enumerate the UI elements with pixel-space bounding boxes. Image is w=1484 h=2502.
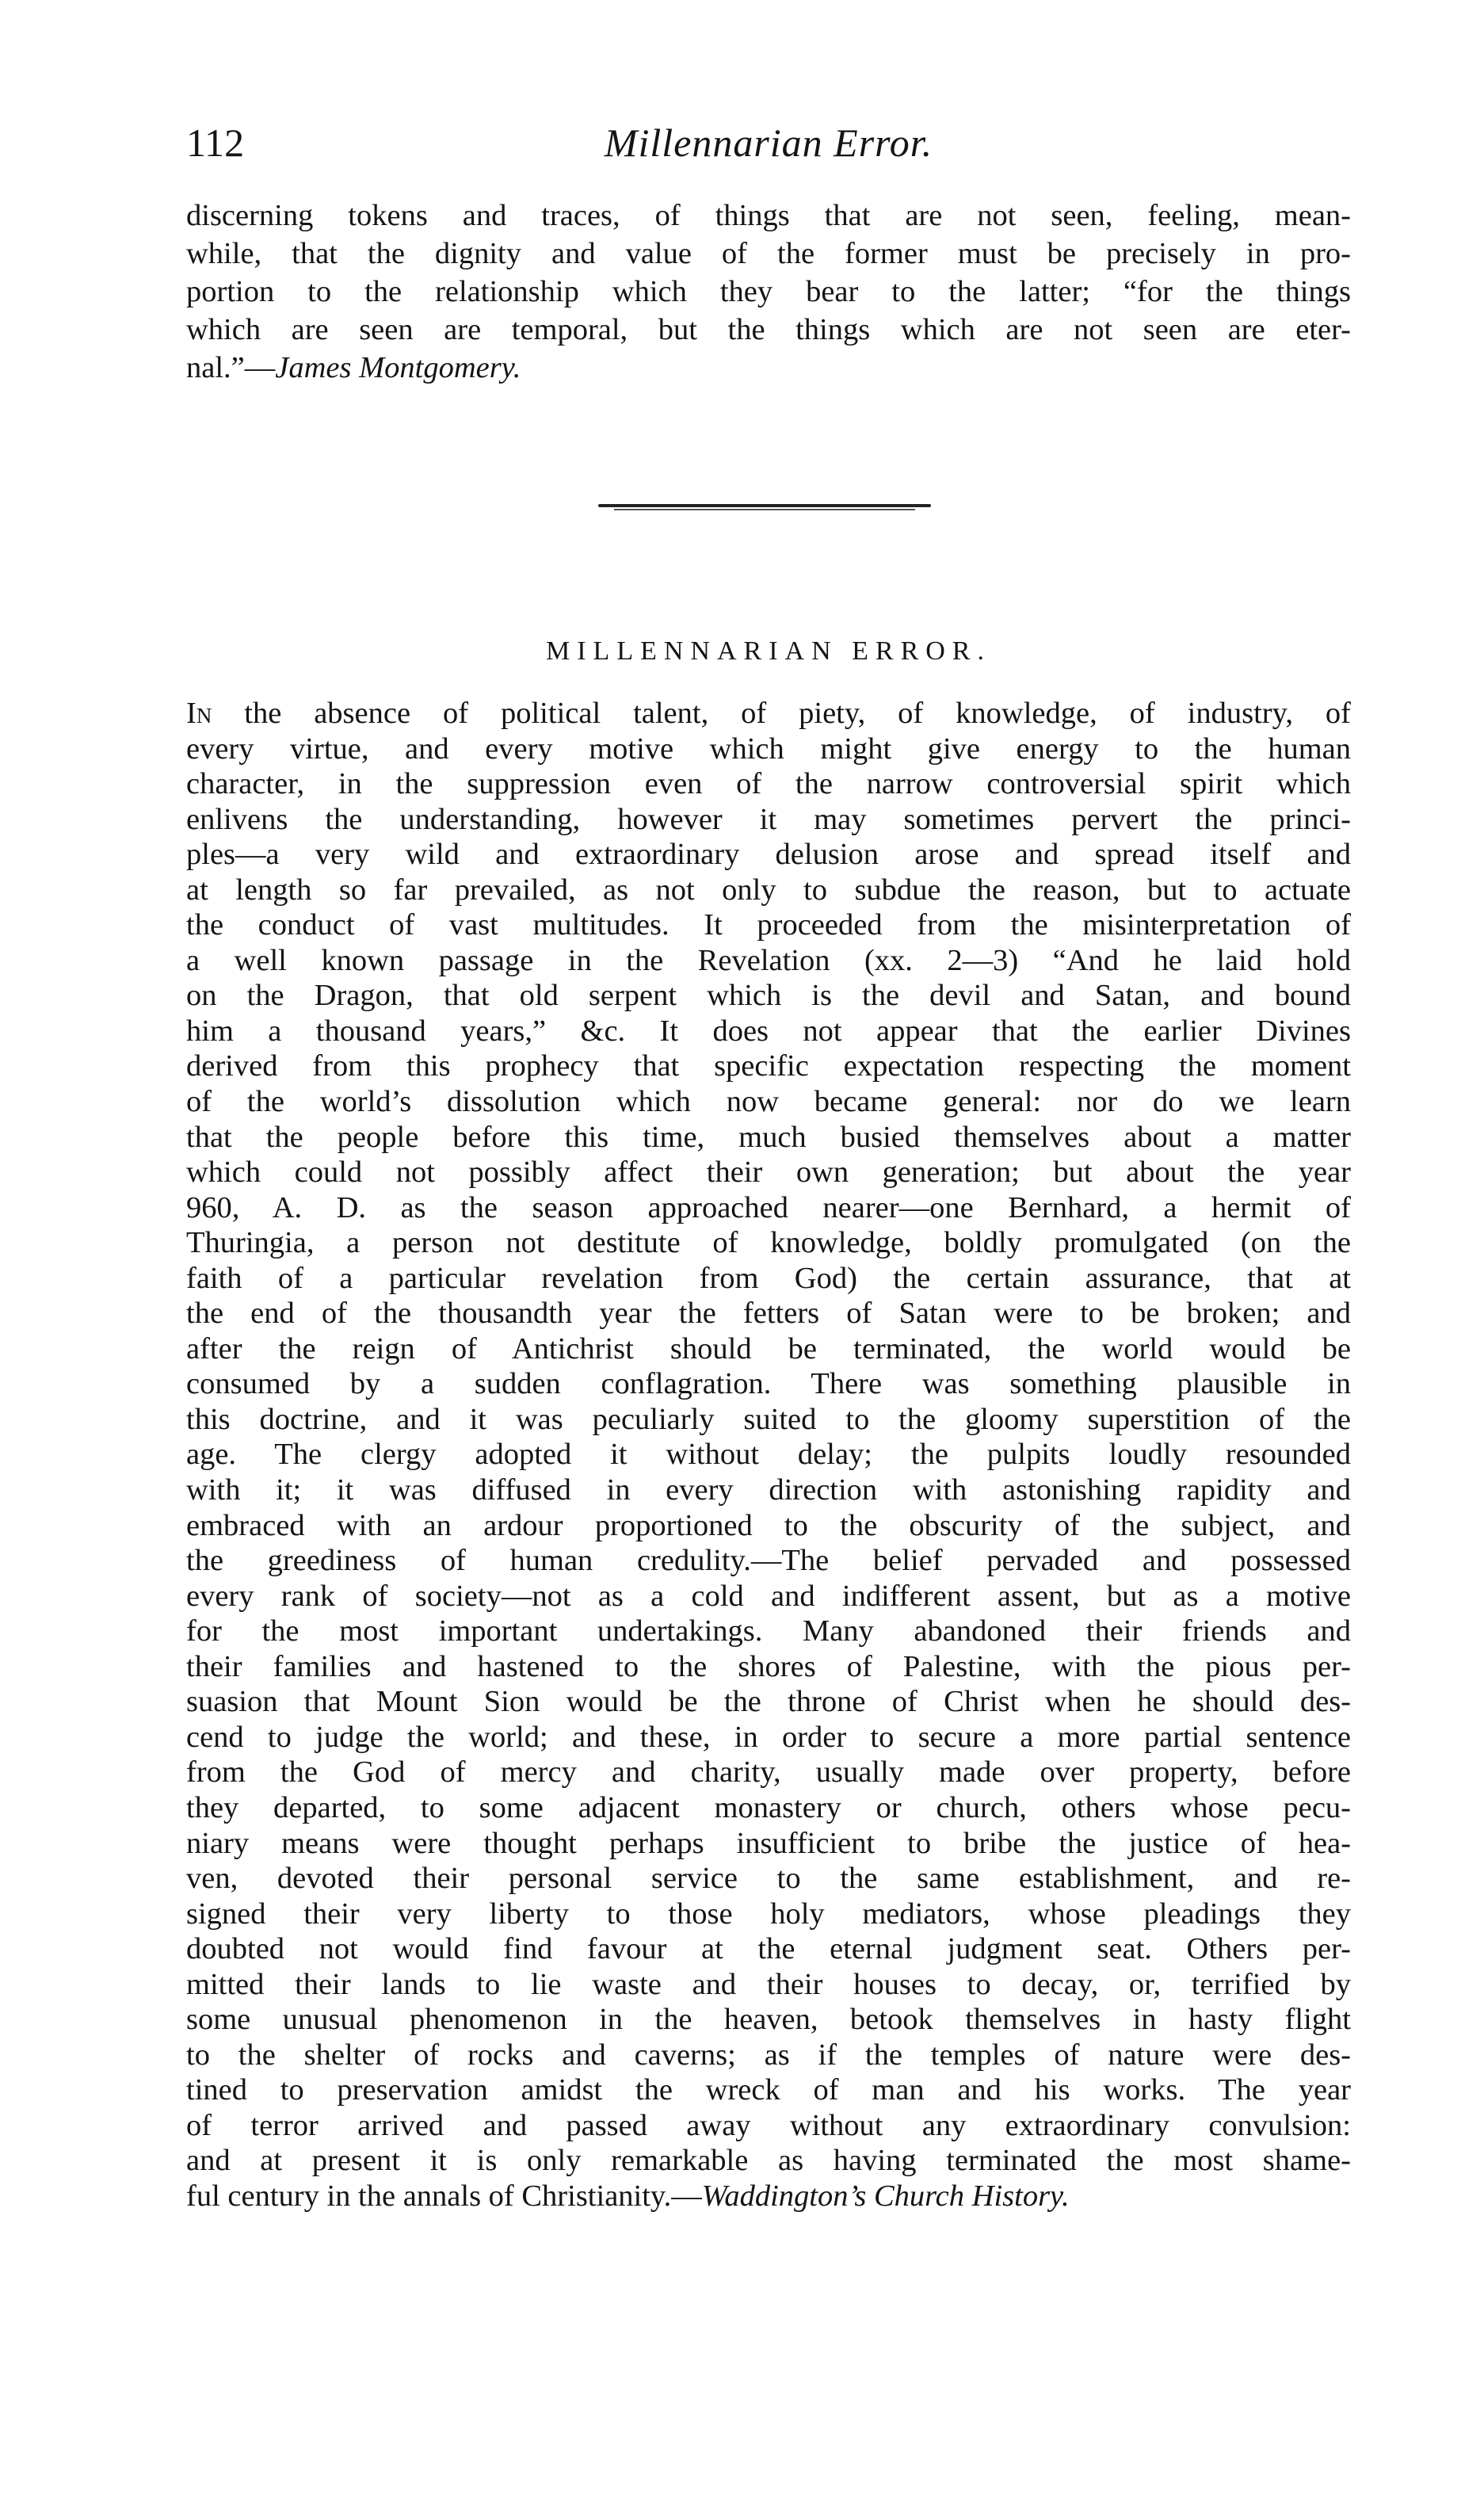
body-line: of the world’s dissolution which now became general: nor do we learn [186,1085,1351,1119]
divider-hairline [614,509,915,510]
body-line: every virtue, and every motive which might give energy to the human [186,732,1351,766]
body-line: doubted not would find favour at the eternal judgment seat. Others per- [186,1932,1351,1966]
body-line: tined to preservation amidst the wreck of man and his works. The year [186,2073,1351,2107]
body-line: cend to judge the world; and these, in order to secure a more partial sentence [186,1720,1351,1754]
body-line: age. The clergy adopted it without delay; the pulpits loudly resounded [186,1438,1351,1472]
body-line: this doctrine, and it was peculiarly suited to the gloomy superstition of the [186,1402,1351,1436]
body-line: signed their very liberty to those holy mediators, whose pleadings they [186,1897,1351,1931]
quote-last-line [186,349,1351,387]
body-line: that the people before this time, much busied themselves about a matter [186,1120,1351,1154]
quote-attribution: James Montgomery. [275,351,521,384]
article-body [186,696,1351,2214]
body-line: suasion that Mount Sion would be the throne of Christ when he should des- [186,1685,1351,1719]
body-line: niary means were thought perhaps insufficient to bribe the justice of hea- [186,1826,1351,1860]
body-line: every rank of society—not as a cold and indifferent assent, but as a motive [186,1579,1351,1613]
body-line: the greediness of human credulity.—The belief pervaded and possessed [186,1544,1351,1578]
body-line: character, in the suppression even of the narrow controversial spirit which [186,767,1351,801]
body-line: embraced with an ardour proportioned to the obscurity of the subject, and [186,1508,1351,1542]
body-line: for the most important undertakings. Many abandoned their friends and [186,1614,1351,1648]
body-line: the end of the thousandth year the fetters of Satan were to be broken; and [186,1297,1351,1331]
body-line: the absence of political talent, of piety, of knowledge, of industry, of [212,697,1351,730]
body-line: ven, devoted their personal service to the same establishment, and re- [186,1862,1351,1896]
body-line: their families and hastened to the shores of Palestine, with the pious per- [186,1649,1351,1683]
quote-paragraph [186,197,1351,387]
running-title: Millennarian Error. [604,120,933,165]
body-line: with it; it was diffused in every direction with astonishing rapidity and [186,1473,1351,1507]
quote-line: while, that the dignity and value of the former must be precisely in pro- [186,237,1351,270]
body-line-first [186,696,1351,732]
quote-last-line-text: nal.”— [186,351,276,384]
body-line: him a thousand years,” &c. It does not appear that the earlier Divines [186,1014,1351,1048]
page-number: 112 [186,120,245,165]
running-head [186,119,1351,182]
body-line: and at present it is only remarkable as having terminated the most shame- [186,2144,1351,2178]
body-line: mitted their lands to lie waste and their houses to decay, or, terrified by [186,1967,1351,2001]
quote-line: discerning tokens and traces, of things that are not seen, feeling, mean- [186,199,1351,232]
body-line: after the reign of Antichrist should be terminated, the world would be [186,1331,1351,1366]
body-line: which could not possibly affect their own generation; but about the year [186,1156,1351,1190]
body-line: on the Dragon, that old serpent which is the devil and Satan, and bound [186,979,1351,1013]
article-attribution: Waddington’s Church History. [701,2179,1070,2213]
body-line: they departed, to some adjacent monastery or church, others whose pecu- [186,1790,1351,1824]
initial-word: In [186,697,212,730]
quote-line: portion to the relationship which they bear to the latter; “for the things [186,275,1351,308]
body-last-line-text: ful century in the annals of Christianity.— [186,2179,702,2213]
body-line: at length so far prevailed, as not only to subdue the reason, but to actuate [186,873,1351,907]
body-line: enlivens the understanding, however it may sometimes pervert the princi- [186,802,1351,836]
body-line: from the God of mercy and charity, usually made over property, before [186,1755,1351,1790]
body-last-line [186,2179,1351,2214]
body-line: 960, A. D. as the season approached nearer—one Bernhard, a hermit of [186,1190,1351,1224]
quote-line: which are seen are temporal, but the things which are not seen are eter- [186,313,1351,346]
body-line: derived from this prophecy that specific expectation respecting the moment [186,1049,1351,1083]
body-line: faith of a particular revelation from God) the certain assurance, that at [186,1261,1351,1295]
body-line: Thuringia, a person not destitute of knowledge, boldly promulgated (on the [186,1226,1351,1260]
body-line: to the shelter of rocks and caverns; as if the temples of nature were des- [186,2038,1351,2072]
body-line: some unusual phenomenon in the heaven, betook themselves in hasty flight [186,2003,1351,2037]
body-line: of terror arrived and passed away without any extraordinary convulsion: [186,2108,1351,2142]
article-title: MILLENNARIAN ERROR. [546,636,991,666]
body-line: a well known passage in the Revelation (xx. 2—3) “And he laid hold [186,943,1351,977]
divider-bar [598,504,931,507]
body-line: the conduct of vast multitudes. It proceeded from the misinterpretation of [186,908,1351,942]
body-line: consumed by a sudden conflagration. There was something plausible in [186,1367,1351,1401]
body-line: ples—a very wild and extraordinary delusion arose and spread itself and [186,838,1351,872]
section-divider-rule [598,498,931,514]
